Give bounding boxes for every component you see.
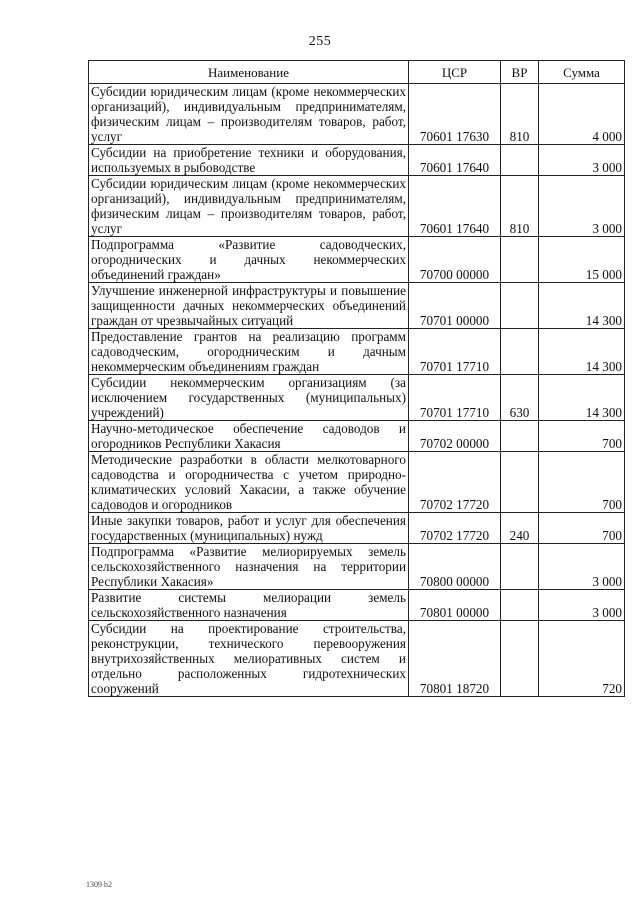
table-row xyxy=(89,421,625,452)
row-name: Методические разработки в области мелкотоварного садоводства и огородничества с учетом природно-климатических условий Хакасии, а также обучение садоводов и огородников xyxy=(89,452,409,513)
row-csr: 70701 17710 xyxy=(409,329,501,375)
row-vr xyxy=(501,544,539,590)
row-name: Подпрограмма «Развитие садоводческих, огороднических и дачных некоммерческих объединений граждан» xyxy=(89,237,409,283)
row-csr: 70801 00000 xyxy=(409,590,501,621)
row-sum: 720 xyxy=(539,621,625,697)
row-name: Иные закупки товаров, работ и услуг для обеспечения государственных (муниципальных) нужд xyxy=(89,513,409,544)
row-csr: 70701 00000 xyxy=(409,283,501,329)
row-sum: 700 xyxy=(539,421,625,452)
row-csr: 70800 00000 xyxy=(409,544,501,590)
row-sum: 14 300 xyxy=(539,329,625,375)
table-row xyxy=(89,621,625,697)
row-sum: 3 000 xyxy=(539,590,625,621)
row-name: Субсидии некоммерческим организациям (за исключением государственных (муниципальных) учреждений) xyxy=(89,375,409,421)
row-vr: 810 xyxy=(501,176,539,237)
row-sum: 14 300 xyxy=(539,375,625,421)
row-sum: 700 xyxy=(539,513,625,544)
table-row xyxy=(89,237,625,283)
header-name: Наименование xyxy=(89,61,409,84)
row-csr: 70601 17640 xyxy=(409,176,501,237)
row-sum: 3 000 xyxy=(539,544,625,590)
header-sum: Сумма xyxy=(539,61,625,84)
row-name: Предоставление грантов на реализацию программ садоводческим, огородническим и дачным некоммерческим объединениям граждан xyxy=(89,329,409,375)
table-row xyxy=(89,544,625,590)
row-csr: 70601 17640 xyxy=(409,145,501,176)
row-sum: 3 000 xyxy=(539,145,625,176)
row-csr: 70801 18720 xyxy=(409,621,501,697)
row-vr: 240 xyxy=(501,513,539,544)
row-vr xyxy=(501,145,539,176)
row-name: Улучшение инженерной инфраструктуры и повышение защищенности дачных некоммерческих объединений граждан от чрезвычайных ситуаций xyxy=(89,283,409,329)
row-csr: 70702 17720 xyxy=(409,513,501,544)
row-name: Субсидии юридическим лицам (кроме некоммерческих организаций), индивидуальным предпринимателям, физическим лицам – производителям товаров, работ, услуг xyxy=(89,176,409,237)
row-sum: 3 000 xyxy=(539,176,625,237)
table-row xyxy=(89,329,625,375)
row-name: Субсидии на приобретение техники и оборудования, используемых в рыбоводстве xyxy=(89,145,409,176)
row-name: Научно-методическое обеспечение садоводов и огородников Республики Хакасия xyxy=(89,421,409,452)
row-name: Развитие системы мелиорации земель сельскохозяйственного назначения xyxy=(89,590,409,621)
row-sum: 14 300 xyxy=(539,283,625,329)
row-vr xyxy=(501,237,539,283)
footer-code: 1309 b2 xyxy=(86,880,112,889)
table-header-row xyxy=(89,61,625,84)
row-csr: 70700 00000 xyxy=(409,237,501,283)
table-row xyxy=(89,375,625,421)
budget-table xyxy=(88,60,625,697)
row-vr xyxy=(501,452,539,513)
row-name: Субсидии юридическим лицам (кроме некоммерческих организаций), индивидуальным предпринимателям, физическим лицам – производителям товаров, работ, услуг xyxy=(89,84,409,145)
page-number: 255 xyxy=(308,34,332,49)
row-csr: 70601 17630 xyxy=(409,84,501,145)
row-vr xyxy=(501,421,539,452)
row-vr xyxy=(501,283,539,329)
row-csr: 70702 00000 xyxy=(409,421,501,452)
table-row xyxy=(89,452,625,513)
table-row xyxy=(89,145,625,176)
header-vr: ВР xyxy=(501,61,539,84)
row-vr xyxy=(501,621,539,697)
row-csr: 70702 17720 xyxy=(409,452,501,513)
table-row xyxy=(89,176,625,237)
table-row xyxy=(89,283,625,329)
header-csr: ЦСР xyxy=(409,61,501,84)
row-csr: 70701 17710 xyxy=(409,375,501,421)
row-name: Субсидии на проектирование строительства, реконструкции, технического перевооружения внутрихозяйственных мелиоративных систем и отдельно расположенных гидротехнических сооружений xyxy=(89,621,409,697)
row-vr: 810 xyxy=(501,84,539,145)
table-row xyxy=(89,590,625,621)
row-vr xyxy=(501,590,539,621)
table-row xyxy=(89,513,625,544)
row-sum: 15 000 xyxy=(539,237,625,283)
row-vr xyxy=(501,329,539,375)
row-sum: 4 000 xyxy=(539,84,625,145)
row-sum: 700 xyxy=(539,452,625,513)
row-vr: 630 xyxy=(501,375,539,421)
row-name: Подпрограмма «Развитие мелиорируемых земель сельскохозяйственного назначения на территории Республики Хакасия» xyxy=(89,544,409,590)
table-row xyxy=(89,84,625,145)
